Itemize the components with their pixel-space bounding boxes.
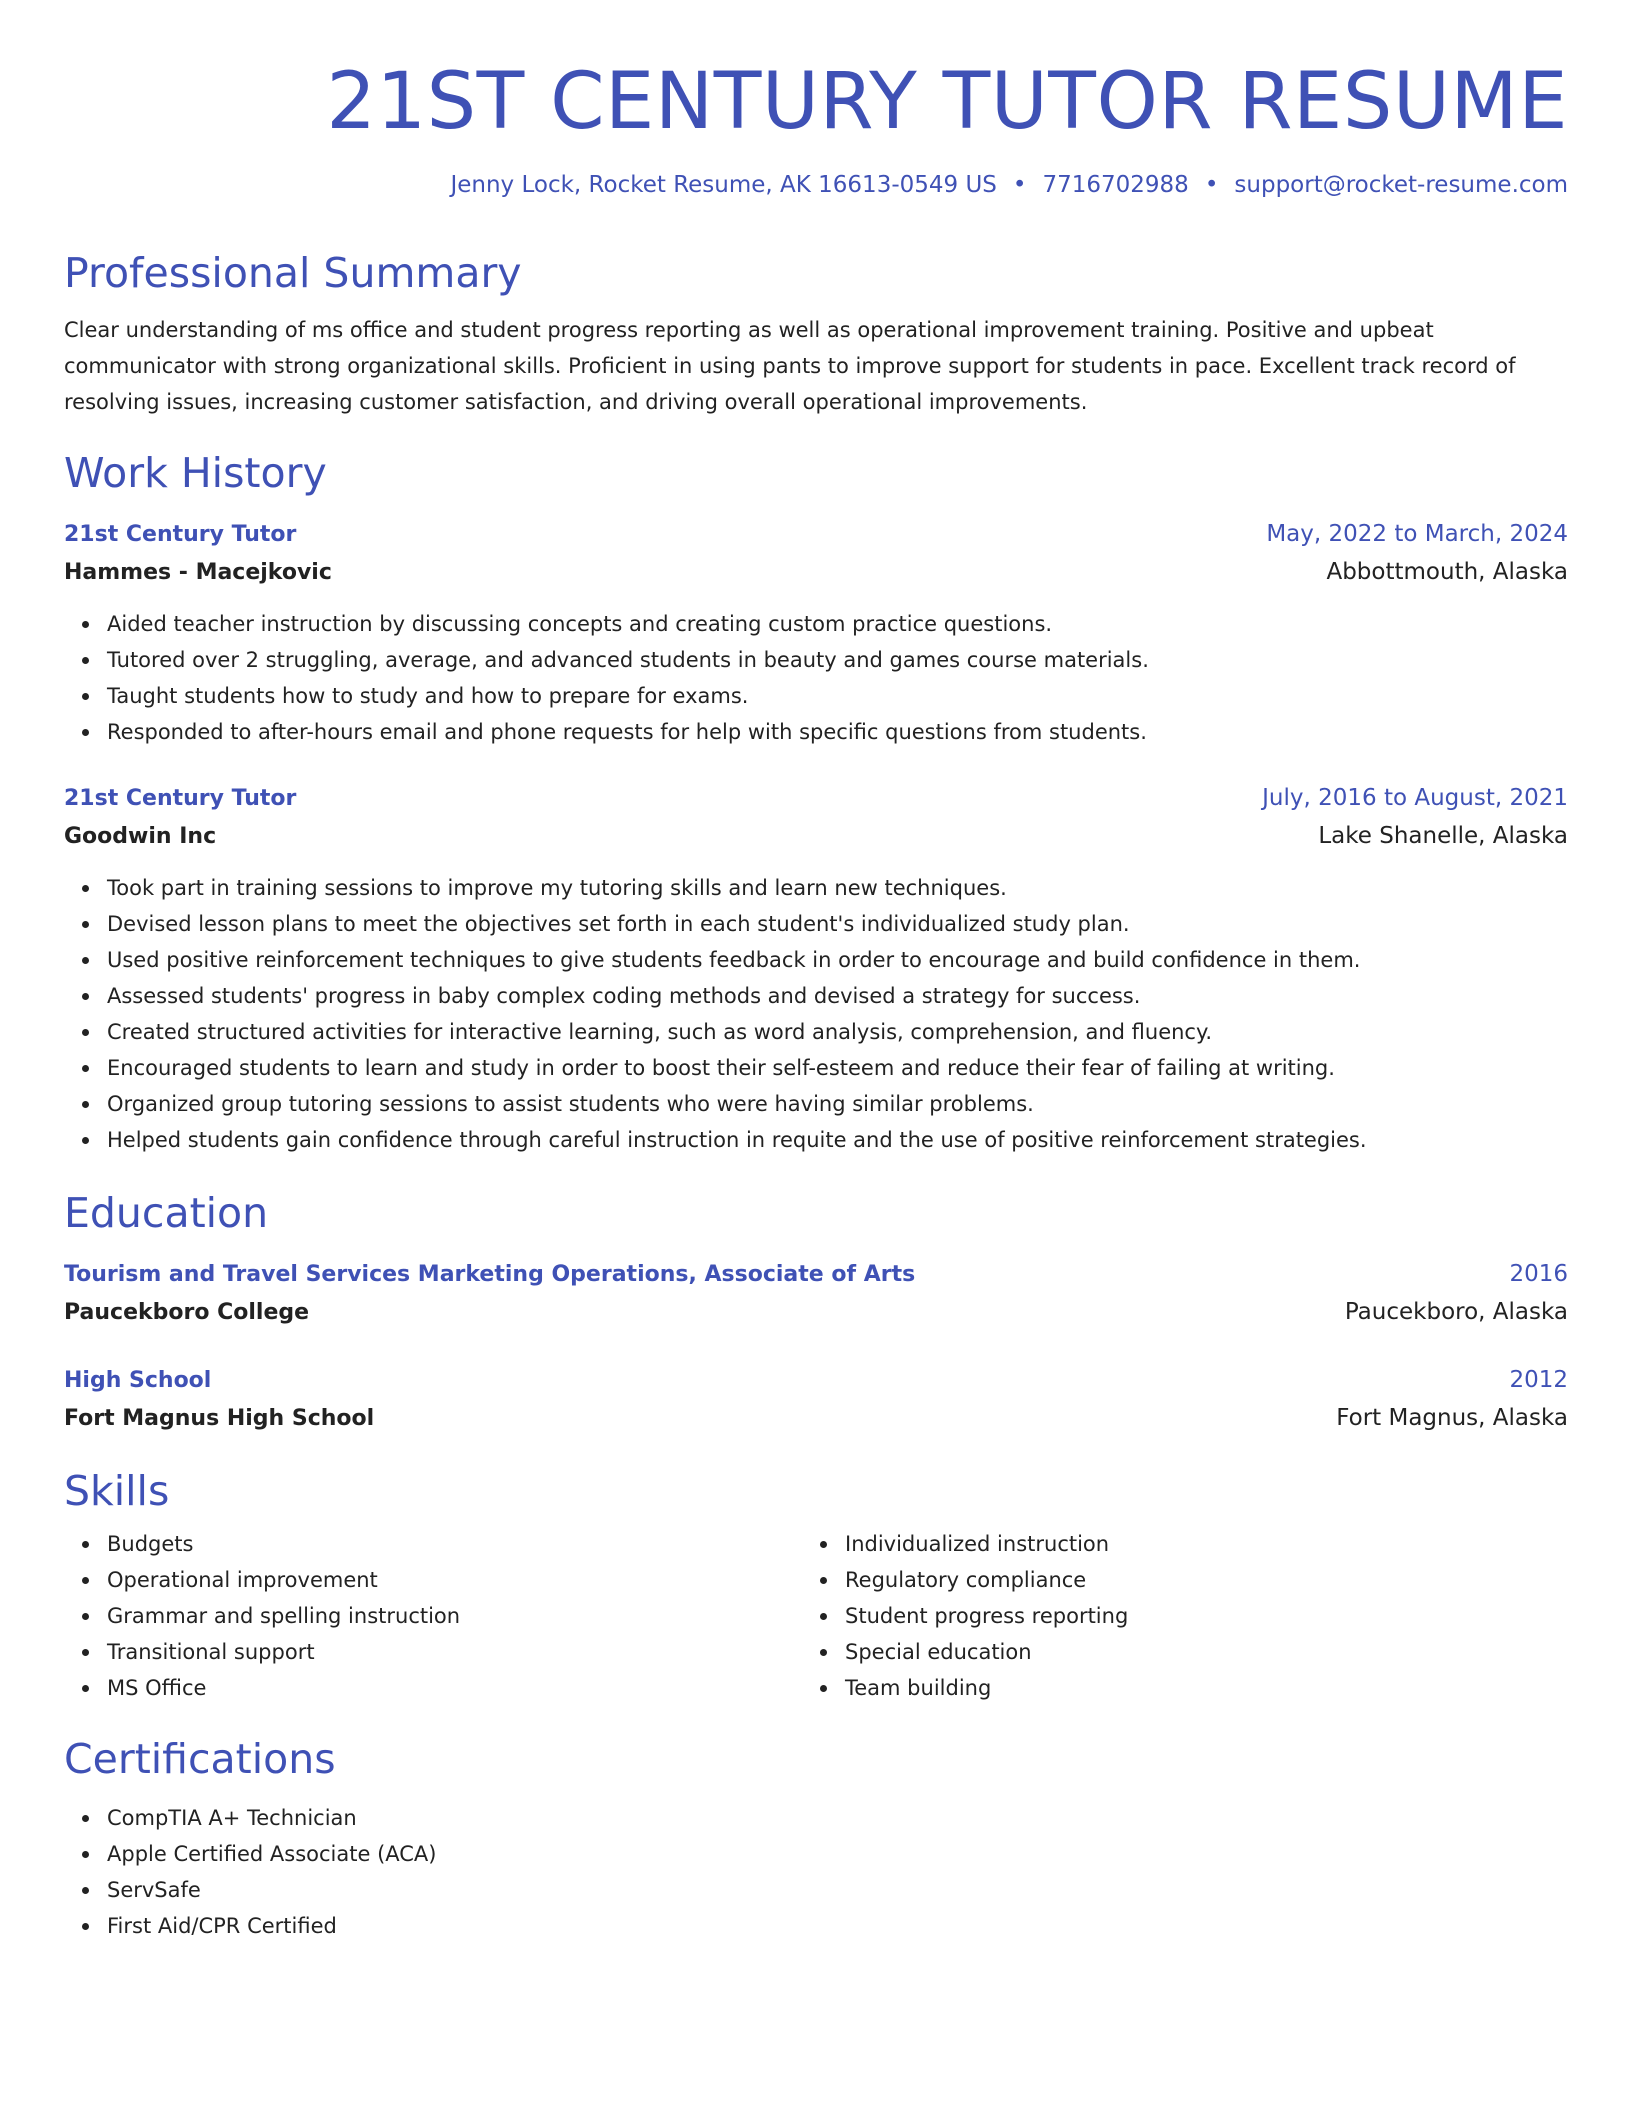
list-item: CompTIA A+ Technician — [107, 1800, 1568, 1836]
list-item: Taught students how to study and how to prepare for exams. — [107, 678, 1568, 714]
list-item: Responded to after-hours email and phone requests for help with specific questions from students. — [107, 714, 1568, 750]
list-item: Helped students gain confidence through careful instruction in requite and the use of positive reinforcement strategies. — [107, 1122, 1568, 1158]
education-location: Fort Magnus, Alaska — [1336, 1405, 1568, 1431]
job-location: Abbottmouth, Alaska — [1326, 559, 1568, 585]
education-header-row — [64, 1256, 1568, 1293]
job-company-row — [64, 817, 1568, 856]
list-item: Special education — [845, 1634, 1540, 1670]
job-company-row — [64, 553, 1568, 592]
list-item: Operational improvement — [107, 1562, 802, 1598]
contact-separator: • — [1012, 172, 1027, 198]
education-school: Fort Magnus High School — [64, 1406, 375, 1431]
section-title-certifications: Certifications — [64, 1735, 336, 1783]
section-title-work-history: Work History — [64, 449, 327, 497]
job-role: 21st Century Tutor — [64, 786, 297, 811]
contact-line — [64, 168, 1568, 202]
skills-column-right — [802, 1526, 1540, 1706]
job-header-row — [64, 516, 1568, 553]
list-item: Assessed students' progress in baby complex coding methods and devised a strategy for success. — [107, 978, 1568, 1014]
job-dates: July, 2016 to August, 2021 — [1262, 785, 1568, 811]
job-dates: May, 2022 to March, 2024 — [1266, 521, 1568, 547]
contact-address: Jenny Lock, Rocket Resume, AK 16613-0549 US — [450, 172, 997, 198]
list-item: Team building — [845, 1670, 1540, 1706]
list-item: Grammar and spelling instruction — [107, 1598, 802, 1634]
job-bullets — [64, 870, 1568, 1158]
list-item: Individualized instruction — [845, 1526, 1540, 1562]
list-item: Encouraged students to learn and study in order to boost their self-esteem and reduce their fear of failing at writing. — [107, 1050, 1568, 1086]
section-title-skills: Skills — [64, 1467, 170, 1515]
list-item: Devised lesson plans to meet the objectives set forth in each student's individualized study plan. — [107, 906, 1568, 942]
education-degree: High School — [64, 1368, 212, 1393]
job-company: Goodwin Inc — [64, 824, 217, 849]
education-year: 2012 — [1509, 1367, 1568, 1393]
job-entry — [64, 516, 1568, 750]
resume-title: 21ST CENTURY TUTOR RESUME — [326, 57, 1568, 147]
job-role: 21st Century Tutor — [64, 522, 297, 547]
education-degree: Tourism and Travel Services Marketing Operations, Associate of Arts — [64, 1262, 916, 1287]
education-school: Paucekboro College — [64, 1300, 310, 1325]
section-title-summary: Professional Summary — [64, 249, 522, 297]
section-title-education: Education — [64, 1189, 269, 1237]
list-item: Took part in training sessions to improve my tutoring skills and learn new techniques. — [107, 870, 1568, 906]
job-location: Lake Shanelle, Alaska — [1318, 823, 1568, 849]
certifications-list — [64, 1800, 1568, 1944]
list-item: Used positive reinforcement techniques to give students feedback in order to encourage and build confidence in them. — [107, 942, 1568, 978]
summary-text: Clear understanding of ms office and student progress reporting as well as operational improvement training. Positive and upbeat communicator with strong organizational skills. Proficient in using pants to improve support for students in pace. Excellent track record of resolving issues, increasing customer satisfaction, and driving overall operational improvements. — [64, 318, 1516, 414]
list-item: Student progress reporting — [845, 1598, 1540, 1634]
contact-separator: • — [1204, 172, 1219, 198]
education-school-row — [64, 1399, 1568, 1438]
list-item: MS Office — [107, 1670, 802, 1706]
contact-phone: 7716702988 — [1042, 172, 1189, 198]
list-item: Aided teacher instruction by discussing concepts and creating custom practice questions. — [107, 606, 1568, 642]
list-item: ServSafe — [107, 1872, 1568, 1908]
list-item: Transitional support — [107, 1634, 802, 1670]
skills-grid — [64, 1526, 1568, 1706]
skills-column-left — [64, 1526, 802, 1706]
job-company: Hammes - Macejkovic — [64, 560, 332, 585]
job-header-row — [64, 780, 1568, 817]
job-bullets — [64, 606, 1568, 750]
list-item: Tutored over 2 struggling, average, and advanced students in beauty and games course materials. — [107, 642, 1568, 678]
contact-email: support@rocket-resume.com — [1234, 172, 1568, 198]
education-year: 2016 — [1509, 1261, 1568, 1287]
education-header-row — [64, 1362, 1568, 1399]
education-entry — [64, 1362, 1568, 1438]
job-entry — [64, 780, 1568, 1158]
education-entry — [64, 1256, 1568, 1332]
list-item: Created structured activities for interactive learning, such as word analysis, comprehension, and fluency. — [107, 1014, 1568, 1050]
education-location: Paucekboro, Alaska — [1344, 1299, 1568, 1325]
list-item: Budgets — [107, 1526, 802, 1562]
list-item: Regulatory compliance — [845, 1562, 1540, 1598]
list-item: First Aid/CPR Certified — [107, 1908, 1568, 1944]
education-school-row — [64, 1293, 1568, 1332]
list-item: Apple Certified Associate (ACA) — [107, 1836, 1568, 1872]
list-item: Organized group tutoring sessions to assist students who were having similar problems. — [107, 1086, 1568, 1122]
